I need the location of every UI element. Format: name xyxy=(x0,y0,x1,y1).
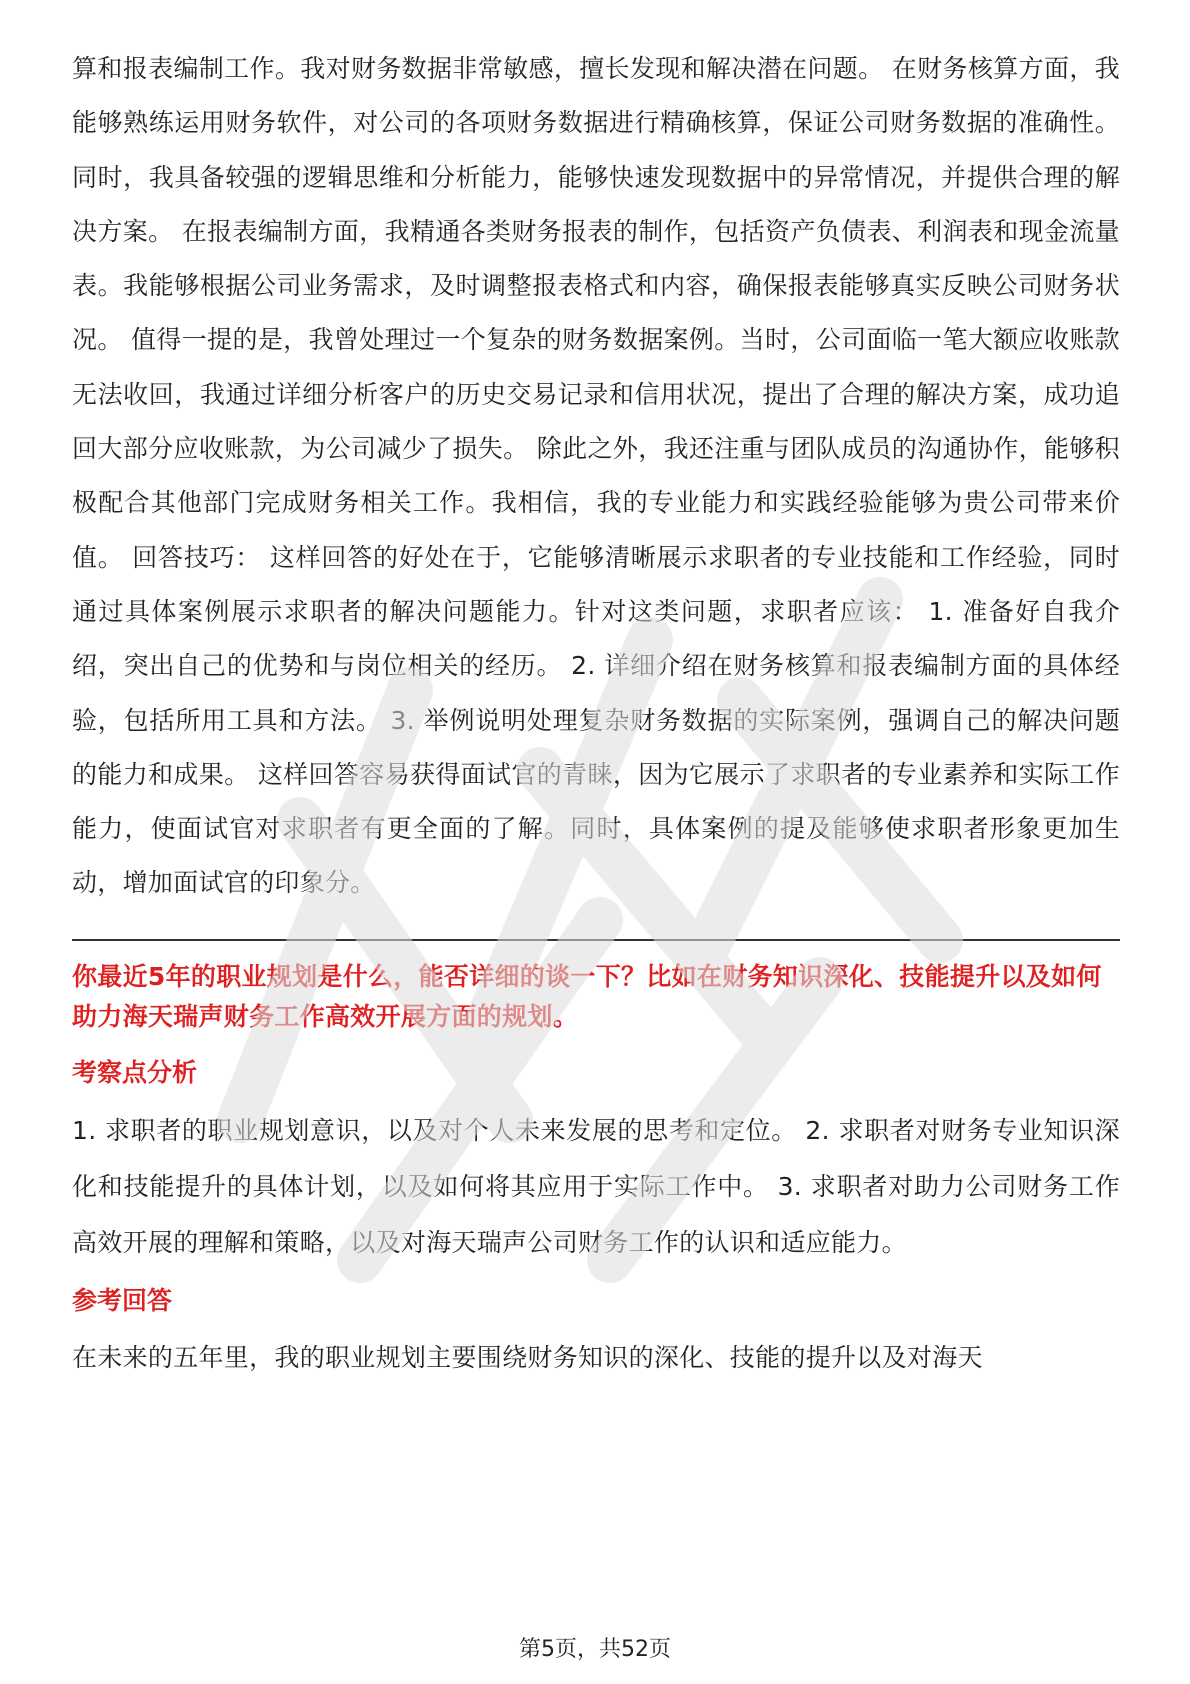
page-footer: 第5页，共52页 xyxy=(519,1637,671,1662)
section-divider xyxy=(72,939,1120,941)
reference-answer-paragraph: 在未来的五年里，我的职业规划主要围绕财务知识的深化、技能的提升以及对海天 xyxy=(72,1342,983,1372)
analysis-heading: 考察点分析 xyxy=(72,1057,198,1087)
interview-question: 你最近5年的职业规划是什么，能否详细的谈一下？比如在财务知识深化、技能提升以及如何助力海天瑞声财务工作高效开展方面的规划。 xyxy=(72,961,1102,1031)
page-content xyxy=(72,42,1120,1385)
analysis-paragraph: 1. 求职者的职业规划意识，以及对个人未来发展的思考和定位。 2. 求职者对财务专业知识深化和技能提升的具体计划，以及如何将其应用于实际工作中。 3. 求职者对助力公司财务工作高效开展的理解和策略，以及对海天瑞声公司财务工作的认识和适应能力。 xyxy=(72,1115,1120,1257)
reference-answer-heading: 参考回答 xyxy=(72,1285,173,1315)
answer-continuation-paragraph: 算和报表编制工作。我对财务数据非常敏感，擅长发现和解决潜在问题。 在财务核算方面，我能够熟练运用财务软件，对公司的各项财务数据进行精确核算，保证公司财务数据的准确性。同时，我具备较强的逻辑思维和分析能力，能够快速发现数据中的异常情况，并提供合理的解决方案。 在报表编制方面，我精通各类财务报表的制作，包括资产负债表、利润表和现金流量表。我能够根据公司业务需求，及时调整报表格式和内容，确保报表能够真实反映公司财务状况。 值得一提的是，我曾处理过一个复杂的财务数据案例。当时，公司面临一笔大额应收账款无法收回，我通过详细分析客户的历史交易记录和信用状况，提出了合理的解决方案，成功追回大部分应收账款，为公司减少了损失。 除此之外，我还注重与团队成员的沟通协作，能够积极配合其他部门完成财务相关工作。我相信，我的专业能力和实践经验能够为贵公司带来价值。 回答技巧： 这样回答的好处在于，它能够清晰展示求职者的专业技能和工作经验，同时通过具体案例展示求职者的解决问题能力。针对这类问题，求职者应该： 1. 准备好自我介绍，突出自己的优势和与岗位相关的经历。 2. 详细介绍在财务核算和报表编制方面的具体经验，包括所用工具和方法。 3. 举例说明处理复杂财务数据的实际案例，强调自己的解决问题的能力和成果。 这样回答容易获得面试官的青睐，因为它展示了求职者的专业素养和实际工作能力，使面试官对求职者有更全面的了解。同时，具体案例的提及能够使求职者形象更加生动，增加面试官的印象分。 xyxy=(72,54,1120,898)
